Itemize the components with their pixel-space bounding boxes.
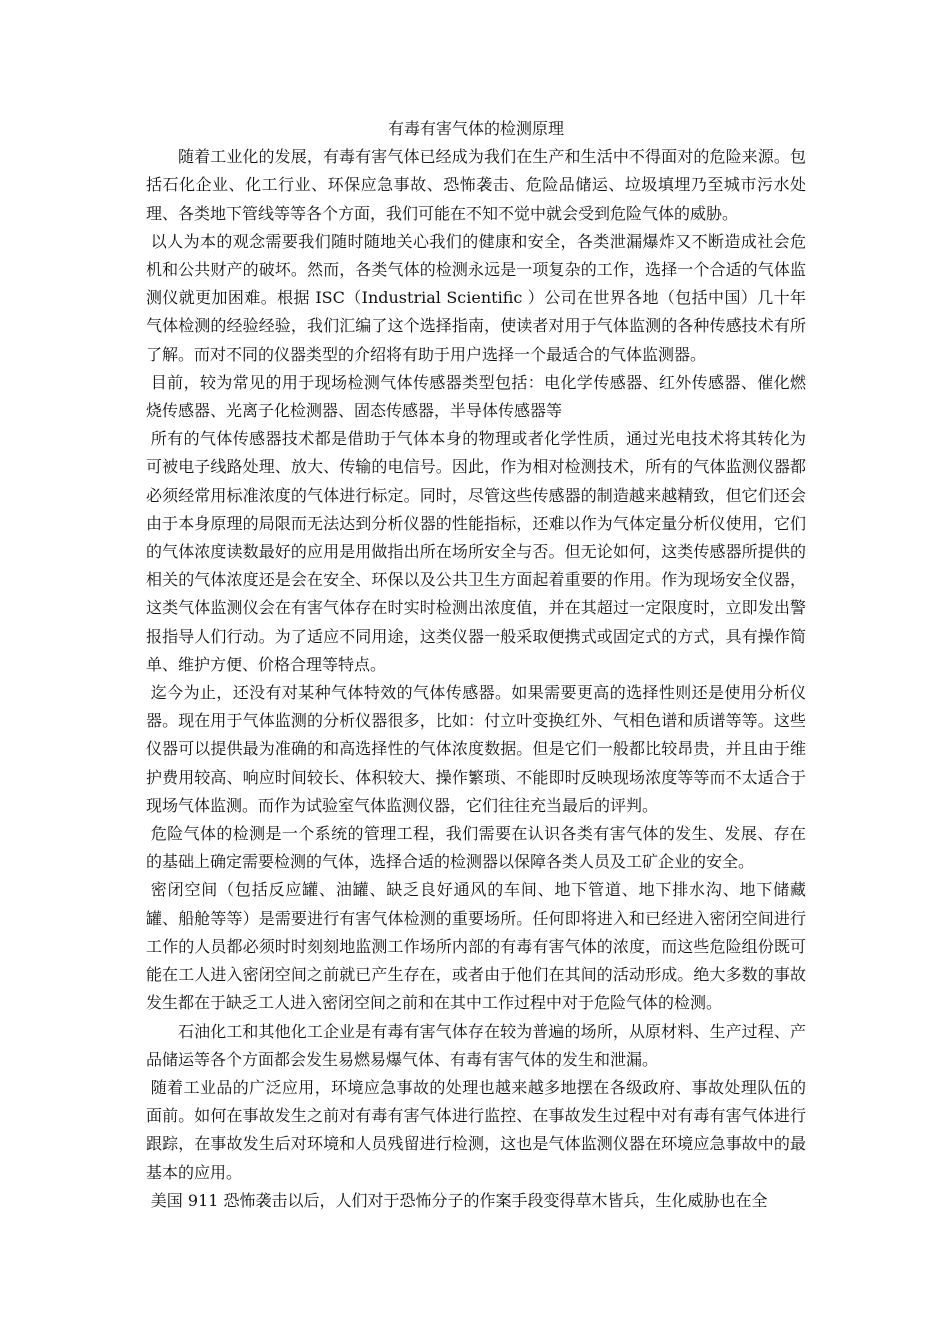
- paragraph: 以人为本的观念需要我们随时随地关心我们的健康和安全，各类泄漏爆炸又不断造成社会危机和公共财产的破坏。然而，各类气体的检测永远是一项复杂的工作，选择一个合适的气体监测仪就更加困难。根据 ISC（Industrial Scientific ）公司在世界各地（包括中国）几十年气体检测的经验经验，我们汇编了这个选择指南，使读者对用于气体监测的各种传感技术有所了解。而对不同的仪器类型的介绍将有助于用户选择一个最适合的气体监测器。: [146, 231, 806, 364]
- paragraph: 危险气体的检测是一个系统的管理工程，我们需要在认识各类有害气体的发生、发展、存在的基础上确定需要检测的气体，选择合适的检测器以保障各类人员及工矿企业的安全。: [146, 824, 806, 872]
- paragraph: 迄今为止，还没有对某种气体特效的气体传感器。如果需要更高的选择性则还是使用分析仪器。现在用于气体监测的分析仪器很多，比如：付立叶变换红外、气相色谱和质谱等等。这些仪器可以提供最为准确的和高选择性的气体浓度数据。但是它们一般都比较昂贵，并且由于维护费用较高、响应时间较长、体积较大、操作繁琐、不能即时反映现场浓度等等而不太适合于现场气体监测。而作为试验室气体监测仪器，它们往往充当最后的评判。: [146, 683, 806, 815]
- paragraph: 目前，较为常见的用于现场检测气体传感器类型包括：电化学传感器、红外传感器、催化燃烧传感器、光离子化检测器、固态传感器，半导体传感器等: [146, 372, 806, 421]
- paragraph: 随着工业化的发展，有毒有害气体已经成为我们在生产和生活中不得面对的危险来源。包括石化企业、化工行业、环保应急事故、恐怖袭击、危险品储运、垃圾填埋乃至城市污水处理、各类地下管线等等各个方面，我们可能在不知不觉中就会受到危险气体的威胁。: [146, 147, 806, 223]
- document-title: 有毒有害气体的检测原理: [387, 119, 564, 138]
- paragraph: 所有的气体传感器技术都是借助于气体本身的物理或者化学性质，通过光电技术将其转化为可被电子线路处理、放大、传输的电信号。因此，作为相对检测技术，所有的气体监测仪器都必须经常用标准浓度的气体进行标定。同时，尽管这些传感器的制造越来越精致，但它们还会由于本身原理的局限而无法达到分析仪器的性能指标，还难以作为气体定量分析仪使用，它们的气体浓度读数最好的应用是用做指出所在场所安全与否。但无论如何，这类传感器所提供的相关的气体浓度还是会在安全、环保以及公共卫生方面起着重要的作用。作为现场安全仪器，这类气体监测仪会在有害气体存在时实时检测出浓度值，并在其超过一定限度时，立即发出警报指导人们行动。为了适应不同用途，这类仪器一般采取便携式或固定式的方式，具有操作简单、维护方便、价格合理等特点。: [146, 429, 806, 674]
- paragraph: 石油化工和其他化工企业是有毒有害气体存在较为普遍的场所，从原材料、生产过程、产品储运等各个方面都会发生易燃易爆气体、有毒有害气体的发生和泄漏。: [146, 1021, 806, 1069]
- paragraph: 密闭空间（包括反应罐、油罐、缺乏良好通风的车间、地下管道、地下排水沟、地下储藏罐、船舱等等）是需要进行有害气体检测的重要场所。任何即将进入和已经进入密闭空间进行工作的人员都必须时时刻刻地监测工作场所内部的有毒有害气体的浓度，而这些危险组份既可能在工人进入密闭空间之前就已产生存在，或者由于他们在其间的活动形成。绝大多数的事故发生都在于缺乏工人进入密闭空间之前和在其中工作过程中对于危险气体的检测。: [146, 880, 806, 1013]
- paragraph: 随着工业品的广泛应用，环境应急事故的处理也越来越多地摆在各级政府、事故处理队伍的面前。如何在事故发生之前对有毒有害气体进行监控、在事故发生过程中对有毒有害气体进行跟踪，在事故发生后对环境和人员残留进行检测，这也是气体监测仪器在环境应急事故中的最基本的应用。: [146, 1077, 806, 1182]
- document-page: [146, 115, 806, 1215]
- paragraph: 美国 911 恐怖袭击以后，人们对于恐怖分子的作案手段变得草木皆兵，生化威胁也在全: [150, 1190, 768, 1210]
